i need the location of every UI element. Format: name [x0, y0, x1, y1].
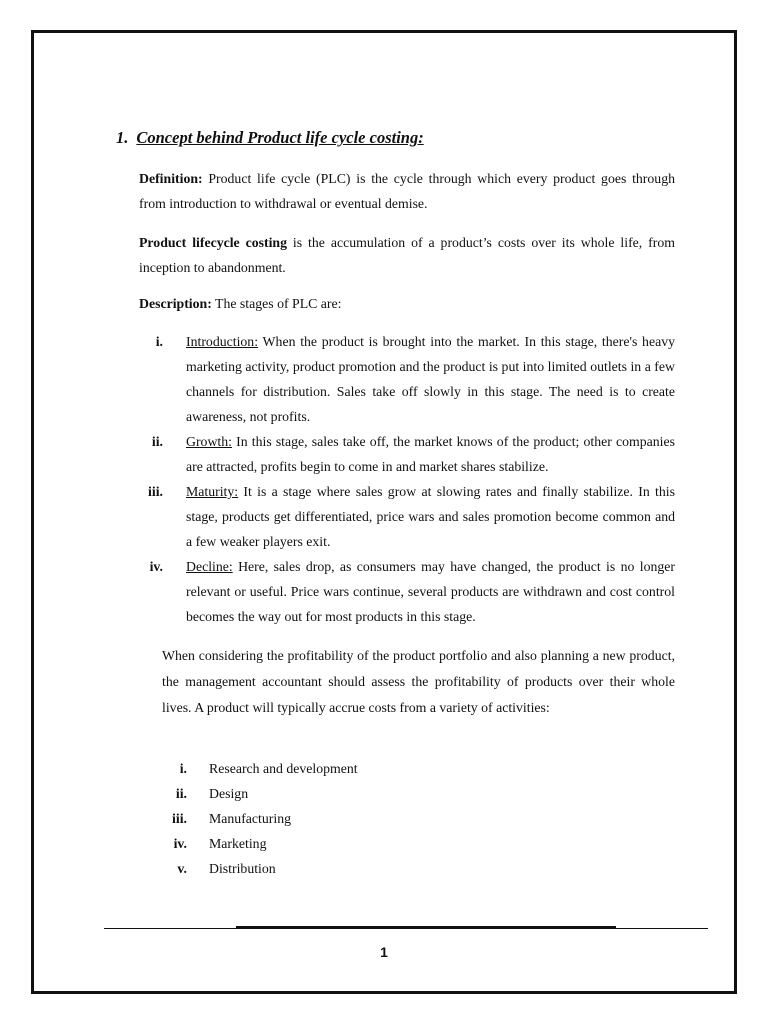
- footer-rule-accent: [236, 926, 616, 929]
- plc-costing-text: is the accumulation of a product’s costs over its whole life, from inception to abandonment.: [139, 235, 675, 275]
- activity-text: Manufacturing: [209, 811, 291, 826]
- activity-item: [162, 806, 358, 831]
- stage-decline: [139, 554, 675, 629]
- stage-text: In this stage, sales take off, the market knows of the product; other companies are attracted, profits begin to come in and market shares stabilize.: [186, 434, 675, 474]
- activity-item: [162, 756, 358, 781]
- activity-item: [162, 856, 358, 881]
- section-heading: [116, 128, 424, 148]
- stage-introduction: [139, 329, 675, 429]
- activity-text: Research and development: [209, 761, 358, 776]
- stage-number: i.: [155, 334, 163, 349]
- definition-text: Product life cycle (PLC) is the cycle through which every product goes through from introduction to withdrawal or eventual demise.: [139, 171, 675, 211]
- activity-text: Marketing: [209, 836, 267, 851]
- stage-term: Maturity:: [186, 484, 239, 499]
- activity-item: [162, 831, 358, 856]
- description-label: Description:: [139, 296, 212, 311]
- section-number: 1.: [116, 128, 129, 147]
- page-number: 1: [380, 944, 388, 960]
- stage-number: ii.: [151, 434, 163, 449]
- stage-term: Decline:: [186, 559, 233, 574]
- plc-costing-label: Product lifecycle costing: [139, 235, 287, 250]
- activity-number: i.: [179, 761, 187, 776]
- plc-stages-list: [139, 329, 675, 629]
- stage-maturity: [139, 479, 675, 554]
- plc-costing-paragraph: [139, 230, 675, 280]
- activity-number: v.: [177, 861, 187, 876]
- stage-text: It is a stage where sales grow at slowing rates and finally stabilize. In this stage, products get differentiated, price wars and sales promotion become common and a few weaker players exit.: [186, 484, 675, 549]
- activity-item: [162, 781, 358, 806]
- activity-number: iv.: [173, 836, 187, 851]
- activities-list: [162, 756, 358, 881]
- activity-number: iii.: [172, 811, 187, 826]
- description-paragraph: [139, 291, 675, 316]
- stage-term: Growth:: [186, 434, 232, 449]
- stage-number: iv.: [149, 559, 163, 574]
- profitability-paragraph: When considering the profitability of the product portfolio and also planning a new product, the management accountant should assess the profitability of products over their whole lives. A product will typically accrue costs from a variety of activities:: [162, 648, 675, 715]
- activity-number: ii.: [175, 786, 187, 801]
- description-text: The stages of PLC are:: [211, 296, 342, 311]
- activity-text: Design: [209, 786, 249, 801]
- activity-text: Distribution: [209, 861, 276, 876]
- stage-term: Introduction:: [186, 334, 259, 349]
- stage-number: iii.: [148, 484, 163, 499]
- stage-text: Here, sales drop, as consumers may have changed, the product is no longer relevant or useful. Price wars continue, several products are withdrawn and cost control becomes the way out for most products in this stage.: [186, 559, 675, 624]
- stage-growth: [139, 429, 675, 479]
- definition-paragraph: [139, 166, 675, 216]
- definition-label: Definition:: [139, 171, 203, 186]
- section-title: Concept behind Product life cycle costing:: [136, 128, 424, 147]
- stage-text: When the product is brought into the market. In this stage, there's heavy marketing activity, product promotion and the product is put into limited outlets in a few channels for distribution. Sales take off slowly in this stage. The need is to create awareness, not profits.: [186, 334, 675, 424]
